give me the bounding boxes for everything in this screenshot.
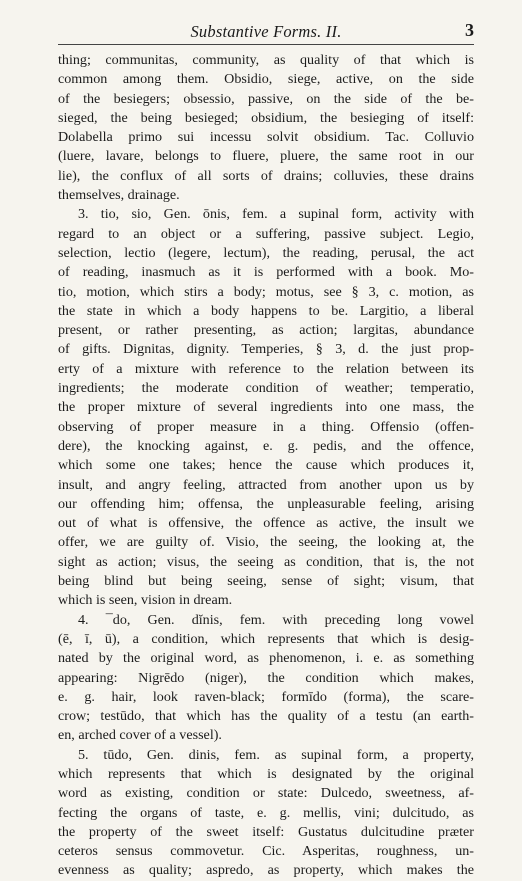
text-line: e. g. hair, look raven-black; formīdo (forma), the scare- bbox=[58, 688, 474, 705]
text-line: en, arched cover of a vessel). bbox=[58, 727, 222, 744]
text-line: appearing: Nigrēdo (niger), the condition which makes, bbox=[58, 669, 474, 686]
text-line: thing; communitas, community, as quality of that which is bbox=[58, 52, 474, 68]
text-line: which represents that which is designated by the original bbox=[58, 765, 474, 782]
text-line: sieged, the being besieged; obsidium, the besieging of itself: bbox=[58, 109, 474, 126]
text-line: fecting the organs of taste, e. g. mellis, vini; dulcitudo, as bbox=[58, 804, 474, 821]
text-line: (luere, lavare, belongs to fluere, pluere, the same root in our bbox=[58, 148, 474, 165]
text-line: selection, lectio (legere, lectum), the reading, perusal, the act bbox=[58, 244, 474, 261]
text-line: offer, we are guilty of. Visio, the seeing, the looking at, the bbox=[58, 534, 474, 551]
body-text bbox=[58, 51, 474, 881]
text-line: our offending him; offensa, the unpleasurable feeling, arising bbox=[58, 495, 474, 512]
text-line: nated by the original word, as phenomenon, i. e. as something bbox=[58, 650, 474, 667]
text-line: 3. tio, sio, Gen. ōnis, fem. a supinal form, activity with bbox=[78, 206, 474, 223]
text-line: regard to an object or a suffering, passive subject. Legio, bbox=[58, 225, 474, 242]
text-line: themselves, drainage. bbox=[58, 187, 180, 204]
text-line: crow; testūdo, that which has the quality of a testu (an earth- bbox=[58, 708, 474, 725]
text-line: of reading, inasmuch as it is performed with a book. Mo- bbox=[58, 264, 474, 281]
page-number: 3 bbox=[465, 20, 474, 40]
text-line: ingredients; the moderate condition of weather; temperatio, bbox=[58, 380, 474, 397]
text-line: of gifts. Dignitas, dignity. Temperies, § 3, d. the just prop- bbox=[58, 341, 474, 358]
text-line: ceteros sensus commovetur. Cic. Asperitas, roughness, un- bbox=[58, 843, 474, 860]
text-line: dere), the knocking against, e. g. pedis, and the offence, bbox=[58, 437, 474, 454]
text-line: out of what is offensive, the offence as active, the insult we bbox=[58, 515, 474, 532]
text-line: 4. ¯do, Gen. dĭnis, fem. with preceding long vowel bbox=[78, 611, 474, 628]
text-line: which some one takes; hence the cause which produces it, bbox=[58, 457, 474, 474]
text-line: insult, and angry feeling, attracted from another upon us by bbox=[58, 476, 474, 493]
text-line: 5. tūdo, Gen. dinis, fem. as supinal form, a property, bbox=[78, 746, 474, 763]
text-line: the property of the sweet itself: Gustatus dulcitudine præter bbox=[58, 823, 474, 840]
text-line: of the besiegers; obsessio, passive, on the side of the be- bbox=[58, 90, 474, 107]
text-line: evenness as quality; aspredo, as property, which makes the bbox=[58, 862, 474, 879]
running-head bbox=[58, 18, 474, 44]
text-line: the state in which a body happens to be. Largitio, a liberal bbox=[58, 302, 474, 319]
text-line: lie), the conflux of all sorts of drains; colluvies, these drains bbox=[58, 167, 474, 184]
text-line: Dolabella primo sui incessu solvit obsidium. Tac. Colluvio bbox=[58, 129, 474, 146]
text-line: (ē, ī, ū), a condition, which represents that which is desig- bbox=[58, 630, 474, 647]
text-line: tio, motion, which stirs a body; motus, see § 3, c. motion, as bbox=[58, 283, 474, 300]
text-line: erty of a mixture with reference to the relation between its bbox=[58, 360, 474, 377]
text-line: sight as action; visus, the seeing as condition, that is, the not bbox=[58, 553, 474, 570]
text-line: being blind but being seeing, sense of sight; visum, that bbox=[58, 573, 474, 590]
text-line: present, or rather presenting, as action; largitas, abundance bbox=[58, 322, 474, 339]
text-line: which is seen, vision in dream. bbox=[58, 592, 233, 609]
running-title: Substantive Forms. II. bbox=[190, 22, 342, 41]
text-line: word as existing, condition or state: Dulcedo, sweetness, af- bbox=[58, 785, 474, 802]
text-line: common among them. Obsidio, siege, active, on the side bbox=[58, 71, 474, 88]
text-line: observing of proper measure in a thing. Offensio (offen- bbox=[58, 418, 474, 435]
text-line: the proper mixture of several ingredients into one mass, the bbox=[58, 399, 474, 416]
header-rule bbox=[58, 44, 474, 45]
